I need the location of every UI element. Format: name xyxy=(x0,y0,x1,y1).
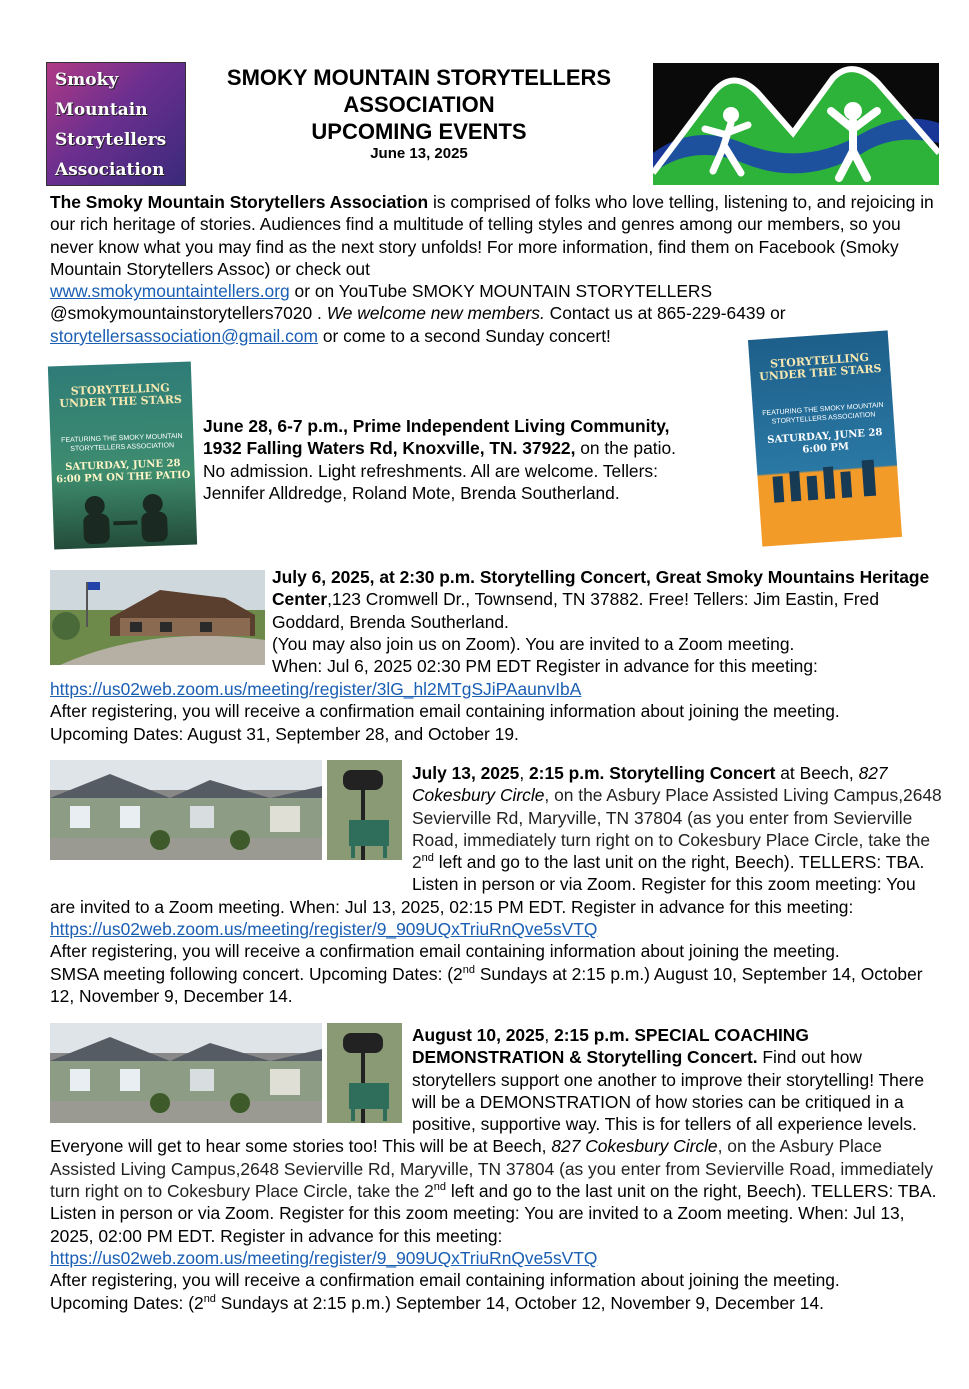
poster2-subtitle: FEATURING THE SMOKY MOUNTAIN STORYTELLERS ASSOCIATION xyxy=(762,401,884,426)
event1-patio: on the patio. xyxy=(575,438,676,459)
event4-description: Find out how storytellers support one another to improve their storytelling! There will be a DEMONSTRATION of how stories can be critiqued in a positive, supportive way. This is for tellers of all experience levels. Everyone will get to hear some stories too! This will be at Beech, xyxy=(50,1047,924,1157)
event4-register: left and go to the last unit on the right, Beech). TELLERS: TBA. Listen in person or via Zoom. Register for this zoom meeting: You are invited to a Zoom meeting. When: Jul 13, 2025, 02:00 PM EDT. Register in advance for this meeting: xyxy=(50,1181,937,1246)
event3-zoom-link[interactable]: https://us02web.zoom.us/meeting/register/9_909UQxTriuRnQve5sVTQ xyxy=(50,919,598,940)
event4-dates-a: Upcoming Dates: (2 xyxy=(50,1292,204,1313)
page-title xyxy=(188,64,650,163)
event3-time: 2:15 p.m. Storytelling Concert xyxy=(529,763,776,783)
event2-dates: Upcoming Dates: August 31, September 28, and October 19. xyxy=(50,723,519,744)
storytellers-figures-logo xyxy=(653,63,939,185)
event3-dates-b: Sundays at 2:15 p.m.) August 10, September 14, October 12, November 9, December 14. xyxy=(50,963,923,1006)
event4-address: 827 Cokesbury Circle xyxy=(551,1136,718,1157)
intro-text-1: is comprised of folks who love telling, listening to, and rejoicing in our rich heritage of stories. Audiences find a multitude of telling styles and genres among our members, so you never know what you may find as the next story unfolds! For more information, find them on Facebook (Smoky Mountain Storytellers Assoc) or check out xyxy=(50,192,934,279)
event3-register: left and go to the last unit on the right, Beech). TELLERS: TBA. Listen in person or via Zoom. Register for this zoom meeting: You are invited to a Zoom meeting. When: Jul 13, 2025, 02:15 PM EDT. Register in advance for this meeting: xyxy=(50,852,925,917)
event2-footer xyxy=(50,678,940,745)
poster1-date: SATURDAY, JUNE 28 6:00 PM ON THE PATIO xyxy=(55,457,191,486)
event2-heading xyxy=(272,566,937,633)
event2-zoom-2: When: Jul 6, 2025 02:30 PM EDT Register in advance for this meeting: xyxy=(272,656,818,677)
poster1-title: STORYTELLING UNDER THE STARS xyxy=(59,381,183,411)
event3-campus: , on the Asbury Place Assisted Living Campus,2648 Sevierville Rd, Maryville, TN 37804 (as you enter from Sevierville Road, immediately turn right on to Cokesbury Place Circle, take the 2 xyxy=(412,785,942,873)
event3-dates-a: SMSA meeting following concert. Upcoming Dates: (2 xyxy=(50,963,463,984)
event4-dates-sup: nd xyxy=(203,1292,216,1305)
intro-paragraph xyxy=(50,191,940,347)
poster2-date: SATURDAY, JUNE 28 6:00 PM xyxy=(766,426,883,456)
event4-after: After registering, you will receive a confirmation email containing information about joining the meeting. xyxy=(50,1270,840,1291)
event-july13 xyxy=(50,762,945,1007)
event4-date: August 10, 2025 xyxy=(412,1025,545,1045)
website-link[interactable]: www.smokymountaintellers.org xyxy=(50,281,290,302)
event3-dates-sup: nd xyxy=(462,963,475,976)
event3-address: 827 Cokesbury Circle xyxy=(412,763,888,806)
intro-text-2: or on YouTube SMOKY MOUNTAIN STORYTELLERS @smokymountainstorytellers7020 . xyxy=(50,281,713,324)
poster1-subtitle: FEATURING THE SMOKY MOUNTAIN STORYTELLERS ASSOCIATION xyxy=(61,432,183,453)
event4-dates-b: Sundays at 2:15 p.m.) September 14, October 12, November 9, December 14. xyxy=(215,1292,824,1313)
intro-text-4: or come to a second Sunday concert! xyxy=(317,325,611,346)
sm-storytellers-logo xyxy=(46,62,186,186)
logo-line-2: Mountain xyxy=(55,100,148,120)
title-date: June 13, 2025 xyxy=(370,145,468,162)
event4-comma: , xyxy=(544,1025,555,1045)
stars-poster-image xyxy=(748,330,902,546)
title-line-3: UPCOMING EVENTS xyxy=(311,119,527,144)
event1-line2 xyxy=(203,437,763,459)
welcome-text: We welcome new members. xyxy=(326,303,545,324)
logo-line-1: Smoky xyxy=(55,70,119,90)
event2-title: July 6, 2025, at 2:30 p.m. Storytelling Concert, Great Smoky Mountains Heritage Center xyxy=(272,567,930,610)
event2-zoom-1: (You may also join us on Zoom). You are invited to a Zoom meeting. xyxy=(272,633,795,654)
event1-line1: June 28, 6-7 p.m., Prime Independent Living Community, xyxy=(203,416,670,436)
storytelling-poster-image xyxy=(48,362,197,550)
event1-line3: No admission. Light refreshments. All are welcome. Tellers: xyxy=(203,460,658,481)
event-june28 xyxy=(203,415,763,504)
email-link[interactable]: storytellersassociation@gmail.com xyxy=(50,325,318,346)
org-name: The Smoky Mountain Storytellers Association xyxy=(50,192,429,212)
event3-date: July 13, 2025 xyxy=(412,763,520,783)
event4-zoom-link[interactable]: https://us02web.zoom.us/meeting/register/9_909UQxTriuRnQve5sVTQ xyxy=(50,1247,598,1268)
event2-details: ,123 Cromwell Dr., Townsend, TN 37882. Free! Tellers: Jim Eastin, Fred Goddard, Brenda Southerland. xyxy=(272,589,879,632)
heritage-center-photo xyxy=(50,570,265,665)
event2-zoom-link[interactable]: https://us02web.zoom.us/meeting/register/3lG_hl2MTgSJiPAaunvIbA xyxy=(50,679,582,699)
event1-address: 1932 Falling Waters Rd, Knoxville, TN. 37922, xyxy=(203,438,576,459)
event-july6 xyxy=(272,566,937,677)
event3-sup: nd xyxy=(421,852,434,865)
event4-sup: nd xyxy=(433,1181,446,1194)
intro-text-3: Contact us at 865-229-6439 or xyxy=(544,303,786,324)
event1-line4: Jennifer Alldredge, Roland Mote, Brenda Southerland. xyxy=(203,482,620,503)
event4-campus: , on the Asbury Place Assisted Living Campus,2648 Sevierville Rd, Maryville, TN 37804 (as you enter from Sevierville Road, immediately turn right on to Cokesbury Place Circle, take the 2 xyxy=(50,1136,934,1202)
title-line-2: ASSOCIATION xyxy=(343,92,495,117)
event2-after: After registering, you will receive a confirmation email containing information about joining the meeting. xyxy=(50,701,840,722)
event4-time: 2:15 p.m. SPECIAL COACHING DEMONSTRATION & Storytelling Concert. xyxy=(412,1025,809,1068)
event-aug10 xyxy=(50,1024,945,1314)
logo-line-4: Association xyxy=(55,160,165,180)
title-line-1: SMOKY MOUNTAIN STORYTELLERS xyxy=(226,65,612,90)
event3-after: After registering, you will receive a confirmation email containing information about joining the meeting. xyxy=(50,941,840,962)
logo-line-3: Storytellers xyxy=(55,130,167,150)
poster2-title: STORYTELLING UNDER THE STARS xyxy=(758,350,882,384)
event3-at: at Beech, xyxy=(775,763,854,783)
event3-comma: , xyxy=(519,763,529,783)
